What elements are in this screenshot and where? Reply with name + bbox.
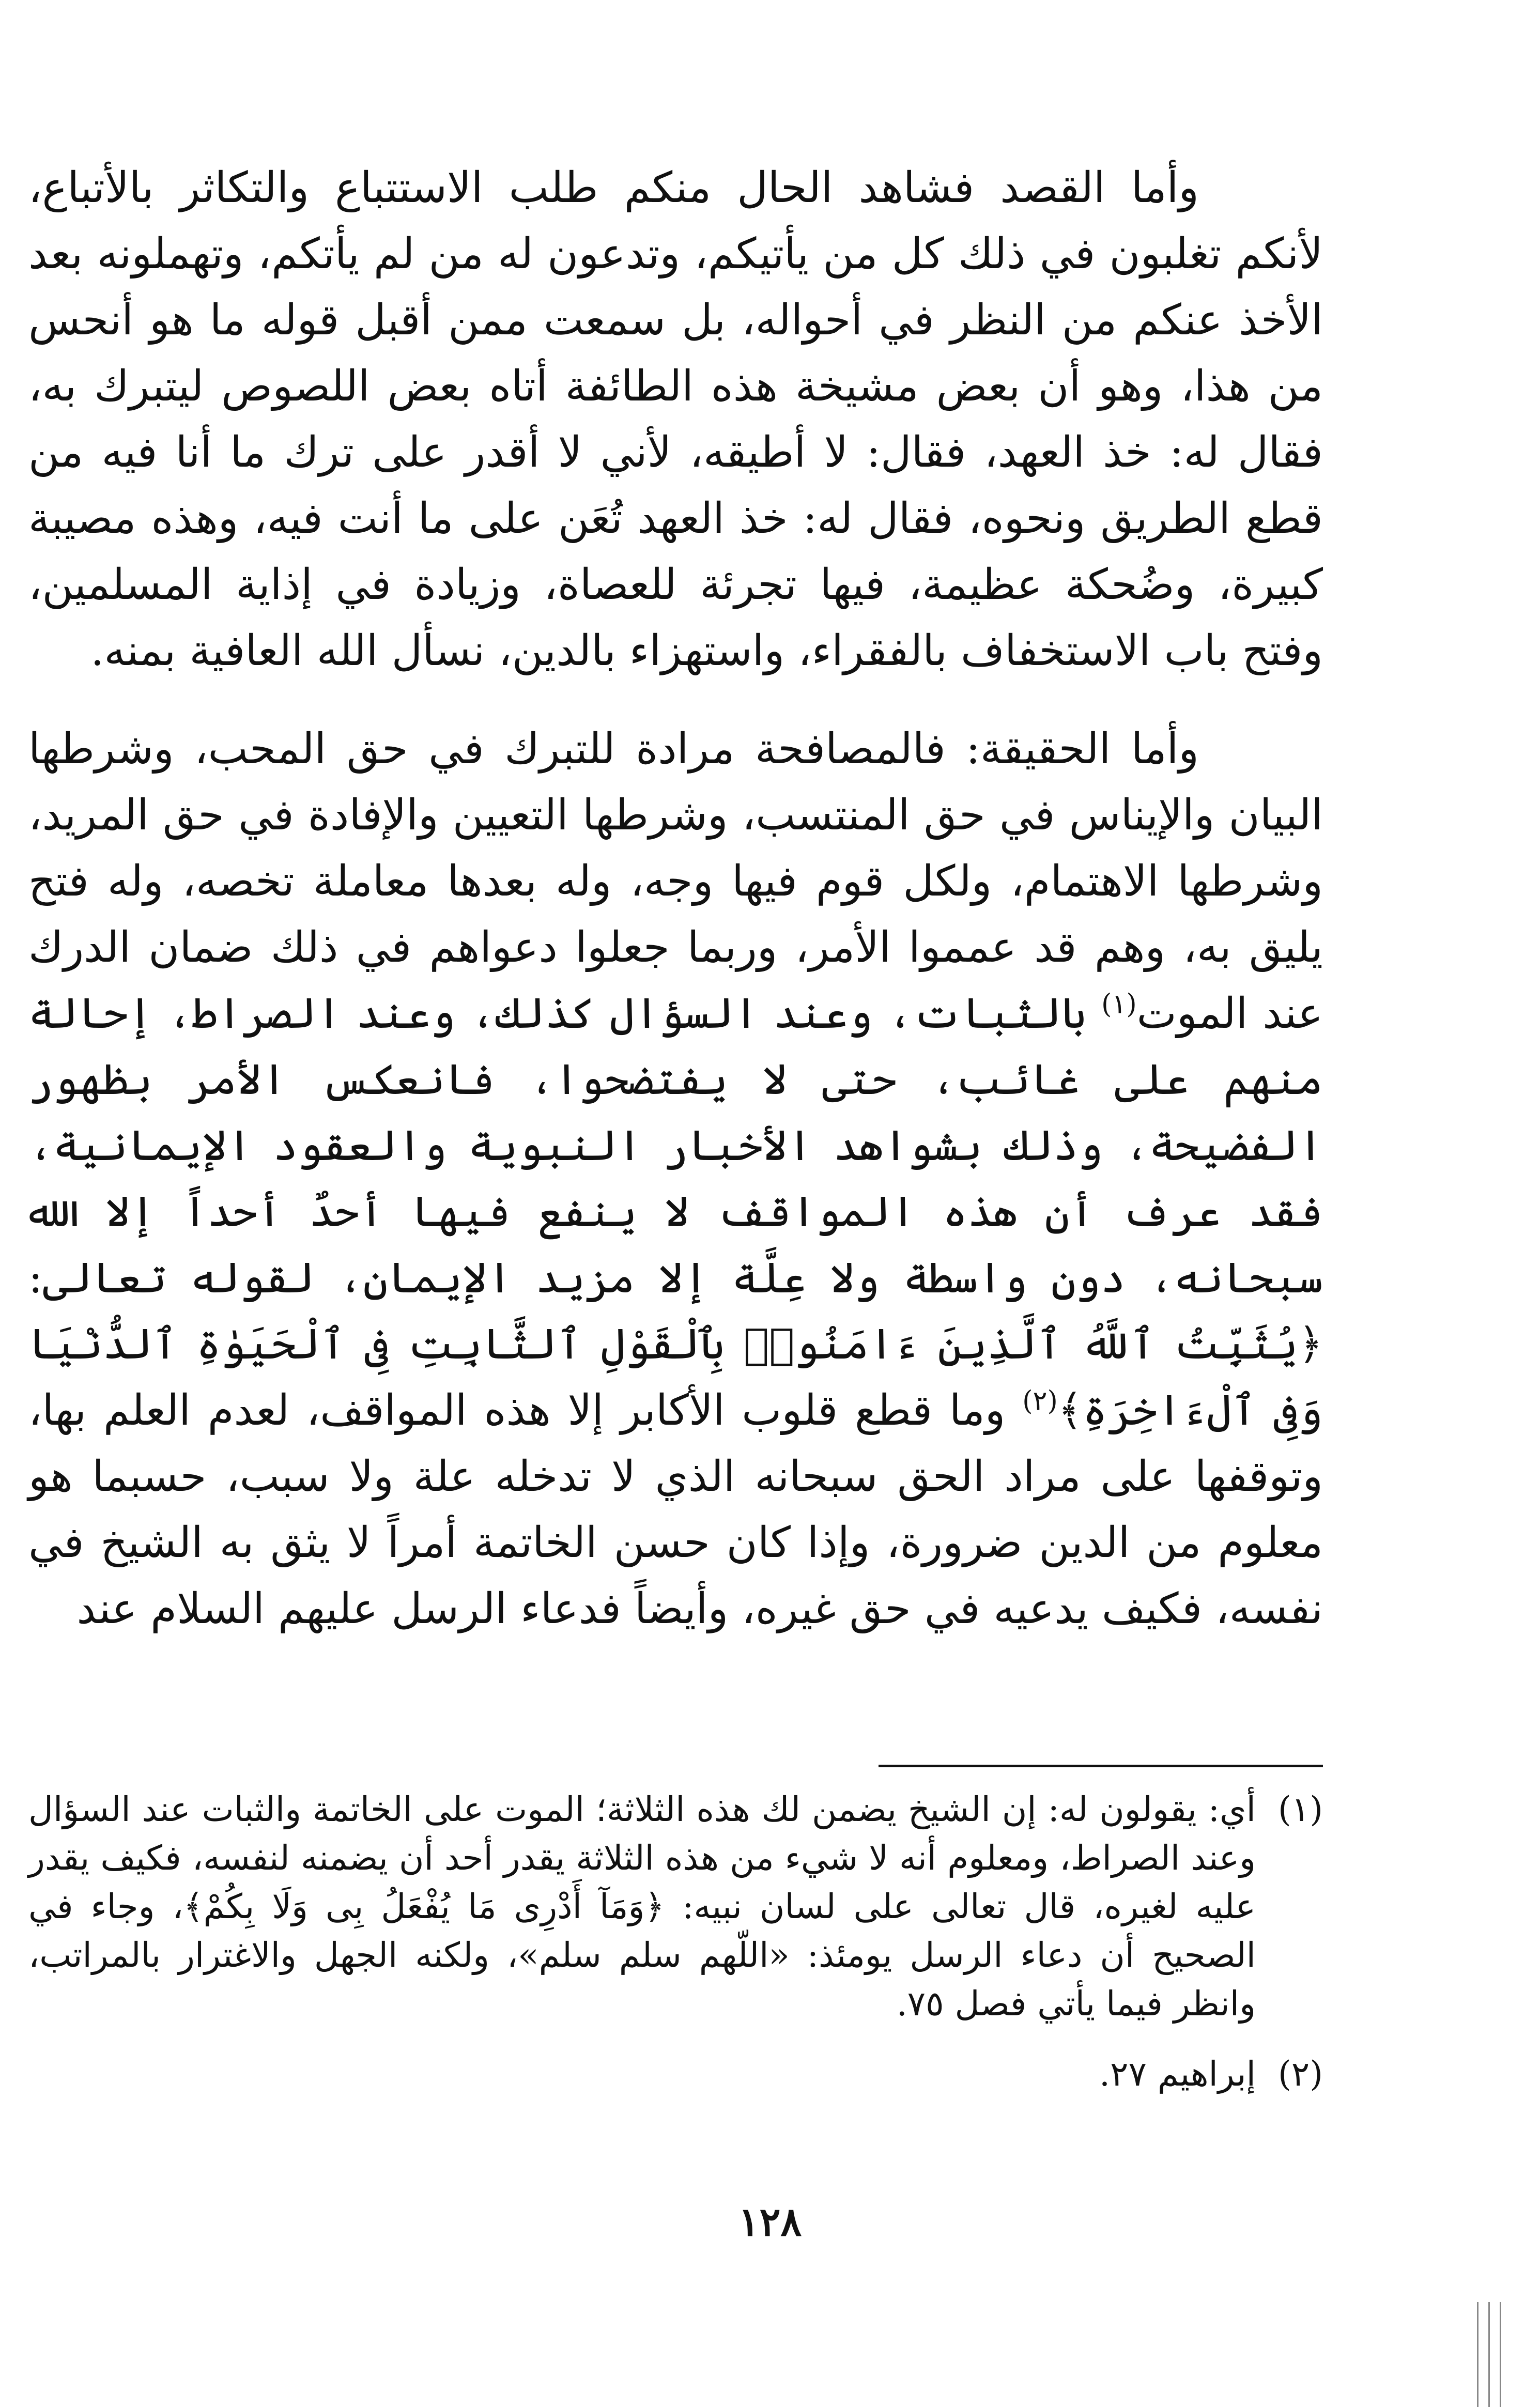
page-number: ١٢٨: [738, 2199, 802, 2245]
paragraph-reality-part2: بالثبات، وعند السؤال كذلك، وعند الصراط، إحالة منهم على غائب، حتى لا يفتضحوا، فانعكس الأمر بظهور الفضيحة، وذلك بشواهد الأخبار النبوية والعقود الإيمانية، فقد عرف أن هذه المواقف لا ينفع فيها أحدٌ أحداً إلا الله سبحانه، دون واسطة ولا عِلَّة إلا مزيد الإيمان، لقوله تعالى: ﴿يُثَبِّتُ ٱللَّهُ ٱلَّذِينَ ءَامَنُوا۟ بِٱلْقَوْلِ ٱلثَّابِتِ فِى ٱلْحَيَوٰةِ ٱلدُّنْيَا وَفِى ٱلْءَاخِرَةِ﴾: [28, 989, 1323, 1435]
page-body: [28, 155, 1323, 1642]
footnotes: [28, 1785, 1323, 2099]
footnote-1: [28, 1785, 1323, 2028]
footnote-ref-2[interactable]: (٢): [1022, 1385, 1058, 1417]
footnote-ref-1[interactable]: (١): [1101, 989, 1137, 1020]
footnote-2: [28, 2050, 1323, 2099]
paragraph-reality-part1: وأما الحقيقة: فالمصافحة مرادة للتبرك في حق المحب، وشرطها البيان والإيناس في حق المنتسب، وشرطها التعيين والإفادة في حق المريد، وشرطها الاهتمام، ولكل قوم فيها وجه، وله بعدها معاملة تخصه، وله فتح يليق به، وهم قد عمموا الأمر، وربما جعلوا دعواهم في ذلك ضمان الدرك عند الموت: [28, 724, 1323, 1038]
footnote-separator: [879, 1765, 1323, 1767]
paragraph-reality-part3: وما قطع قلوب الأكابر إلا هذه المواقف، لعدم العلم بها، وتوقفها على مراد الحق سبحانه الذي لا تدخله علة ولا سبب، حسبما هو معلوم من الدين ضرورة، وإذا كان حسن الخاتمة أمراً لا يثق به الشيخ في نفسه، فكيف يدعيه في حق غيره، وأيضاً فدعاء الرسل عليهم السلام عند: [28, 1386, 1323, 1633]
footnote-2-text: إبراهيم ٢٧.: [1099, 2054, 1256, 2094]
footnote-1-marker: (١): [1278, 1789, 1323, 1829]
footnote-2-marker: (٢): [1278, 2054, 1323, 2094]
paragraph-reality: [28, 716, 1323, 1642]
footnote-1-text: أي: يقولون له: إن الشيخ يضمن لك هذه الثلاثة؛ الموت على الخاتمة والثبات عند السؤال وعند الصراط، ومعلوم أنه لا شيء من هذه الثلاثة يقدر أحد أن يضمنه لنفسه، فكيف يقدر عليه لغيره، قال تعالى على لسان نبيه: ﴿وَمَآ أَدْرِى مَا يُفْعَلُ بِى وَلَا بِكُمْ﴾، وجاء في الصحيح أن دعاء الرسل يومئذ: «اللّهم سلم سلم»، ولكنه الجهل والاغترار بالمراتب، وانظر فيما يأتي فصل ٧٥.: [28, 1789, 1256, 2024]
paragraph-intention: وأما القصد فشاهد الحال منكم طلب الاستتباع والتكاثر بالأتباع، لأنكم تغلبون في ذلك كل من يأتيكم، وتدعون له من لم يأتكم، وتهملونه بعد الأخذ عنكم من النظر في أحواله، بل سمعت ممن أقبل قوله ما هو أنحس من هذا، وهو أن بعض مشيخة هذه الطائفة أتاه بعض اللصوص ليتبرك به، فقال له: خذ العهد، فقال: لا أطيقه، لأني لا أقدر على ترك ما أنا فيه من قطع الطريق ونحوه، فقال له: خذ العهد تُعَن على ما أنت فيه، وهذه مصيبة كبيرة، وضُحكة عظيمة، فيها تجرئة للعصاة، وزيادة في إذاية المسلمين، وفتح باب الاستخفاف بالفقراء، واستهزاء بالدين، نسأل الله العافية بمنه.: [28, 163, 1323, 675]
page-edge-lines: [1473, 2302, 1509, 2407]
